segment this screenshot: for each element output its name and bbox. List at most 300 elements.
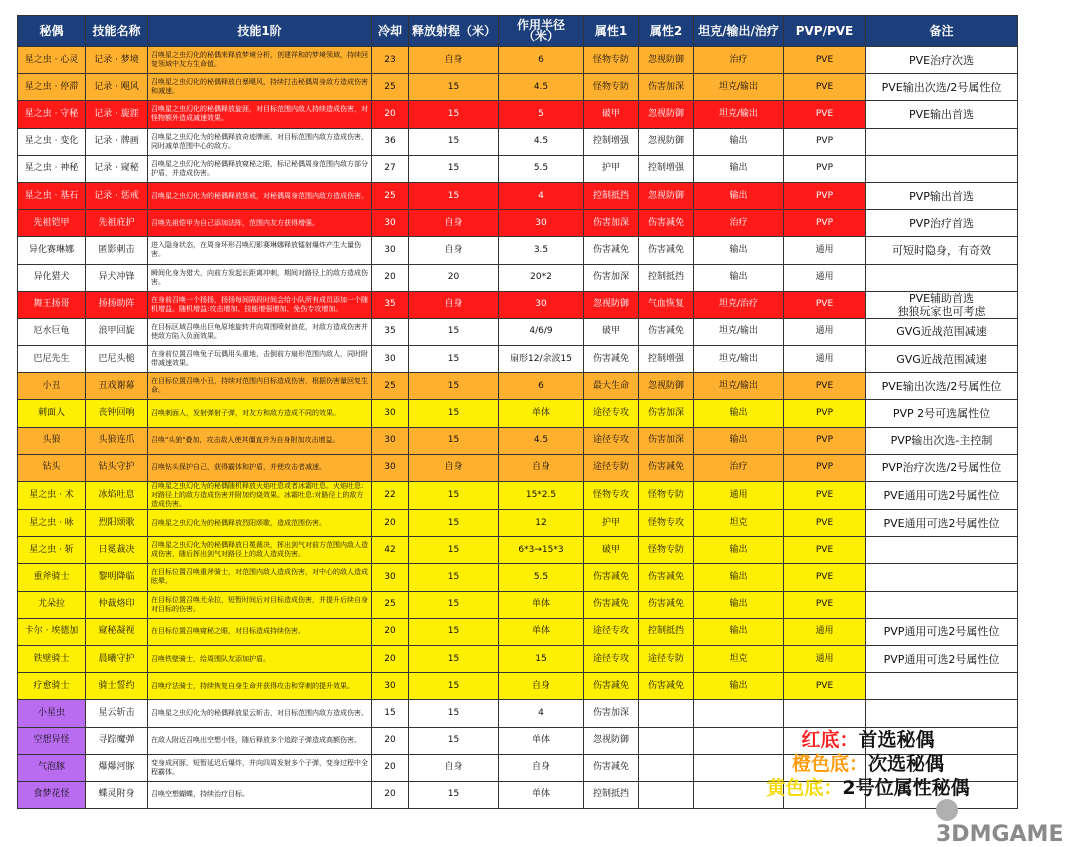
cell-range: 15 (409, 318, 499, 345)
cell-range: 自身 (409, 237, 499, 264)
cell-skill: 巴尼头槌 (86, 346, 148, 373)
cell-attr1: 忽视防御 (584, 727, 639, 754)
legend-orange (738, 752, 998, 776)
cell-mode: PVP (784, 454, 866, 481)
cell-name: 星之虫 · 术 (18, 482, 86, 510)
cell-skill: 黎明降临 (86, 564, 148, 591)
cell-attr2: 控制增强 (639, 346, 694, 373)
cell-mode: PVE (784, 47, 866, 74)
cell-note (866, 264, 1018, 291)
cell-note (866, 537, 1018, 564)
cell-range: 20 (409, 264, 499, 291)
cell-effect: 在身前召唤一个扬扬，扬扬每间隔段时间会给小队所有成员添加一个随机增益。随机增益:攻击增加、技能增强增加、免伤专攻增加。 (148, 291, 372, 318)
cell-cooldown: 30 (372, 210, 409, 237)
legend-red-label: 红底： (801, 729, 859, 751)
cell-attr2: 忽视防御 (639, 373, 694, 400)
table-row (18, 291, 1018, 318)
table-row (18, 427, 1018, 454)
cell-attr1: 伤害加深 (584, 210, 639, 237)
table-row (18, 673, 1018, 700)
cell-cooldown: 42 (372, 537, 409, 564)
cell-role: 坦克/治疗 (694, 291, 784, 318)
cell-cooldown: 22 (372, 482, 409, 510)
header-cell: 秘偶 (18, 16, 86, 47)
cell-note: PVP 2号可选属性位 (866, 400, 1018, 427)
table-row (18, 346, 1018, 373)
cell-range: 15 (409, 373, 499, 400)
cell-role: 输出 (694, 564, 784, 591)
cell-mode: 通用 (784, 645, 866, 672)
table-row (18, 482, 1018, 510)
cell-effect: 召唤星之虫幻化的秘偶来释放梦境分析，创建祥和的梦境领域，持续回复领域中友方生命值。 (148, 47, 372, 74)
watermark-text: 3DMGAME (936, 822, 1064, 847)
cell-note: PVP通用可选2号属性位 (866, 645, 1018, 672)
table-row (18, 47, 1018, 74)
cell-mode: PVP (784, 427, 866, 454)
header-cell: 属性2 (639, 16, 694, 47)
cell-name: 厄水巨龟 (18, 318, 86, 345)
header-cell: 备注 (866, 16, 1018, 47)
cell-role: 治疗 (694, 210, 784, 237)
cell-name: 疗愈骑士 (18, 673, 86, 700)
cell-name: 星之虫 · 心灵 (18, 47, 86, 74)
cell-attr2: 怪物专防 (639, 482, 694, 510)
cell-skill: 丧钟回响 (86, 400, 148, 427)
cell-range: 15 (409, 700, 499, 727)
cell-range: 自身 (409, 454, 499, 481)
cell-cooldown: 30 (372, 454, 409, 481)
cell-radius: 扇形12/余波15 (499, 346, 584, 373)
cell-effect: 在身前位置召唤兔子玩偶用头重地，击倒前方扇形范围内敌人，同时附带减速效果。 (148, 346, 372, 373)
cell-role: 输出 (694, 264, 784, 291)
header-cell: 属性1 (584, 16, 639, 47)
cell-radius: 4 (499, 182, 584, 209)
cell-attr1: 途径专攻 (584, 400, 639, 427)
cell-radius: 单体 (499, 591, 584, 618)
cell-attr2: 伤害减免 (639, 210, 694, 237)
cell-radius: 6 (499, 373, 584, 400)
cell-range: 15 (409, 482, 499, 510)
cell-note: PVP输出首选 (866, 182, 1018, 209)
cell-radius: 4 (499, 700, 584, 727)
cell-effect: 瞬间化身为猎犬，向前方发起长距离冲刺，期间对路径上的敌方造成伤害。 (148, 264, 372, 291)
cell-radius: 3.5 (499, 237, 584, 264)
cell-attr2: 忽视防御 (639, 182, 694, 209)
cell-note (866, 591, 1018, 618)
cell-cooldown: 20 (372, 101, 409, 128)
cell-attr1: 控制抵挡 (584, 781, 639, 808)
cell-cooldown: 23 (372, 47, 409, 74)
cell-cooldown: 25 (372, 74, 409, 101)
cell-role: 输出 (694, 400, 784, 427)
cell-skill: 匿影刺击 (86, 237, 148, 264)
cell-mode: PVE (784, 482, 866, 510)
cell-mode: PVP (784, 128, 866, 155)
cell-skill: 异犬冲锋 (86, 264, 148, 291)
cell-range: 15 (409, 101, 499, 128)
cell-radius: 5.5 (499, 155, 584, 182)
cell-note: 可短时隐身，有奇效 (866, 237, 1018, 264)
cell-effect: 召唤星之虫幻化为的秘偶释放窥秘之眼，标记秘偶周身范围内敌方部分护盾，并造成伤害。 (148, 155, 372, 182)
cell-radius: 4/6/9 (499, 318, 584, 345)
cell-attr2: 伤害加深 (639, 400, 694, 427)
cell-mode: PVE (784, 291, 866, 318)
cell-skill: 骑士誓约 (86, 673, 148, 700)
cell-attr1: 途径专攻 (584, 427, 639, 454)
table-row (18, 510, 1018, 537)
cell-role: 输出 (694, 537, 784, 564)
header-cell: 技能名称 (86, 16, 148, 47)
cell-note: PVP输出次选-主控制 (866, 427, 1018, 454)
cell-attr2: 伤害加深 (639, 427, 694, 454)
cell-attr1: 怪物专防 (584, 47, 639, 74)
table-row (18, 128, 1018, 155)
cell-attr2: 怪物专攻 (639, 510, 694, 537)
cell-attr2: 伤害减免 (639, 591, 694, 618)
cell-effect: 召唤先祖铠甲为自己添加法阵，范围内友方获得增强。 (148, 210, 372, 237)
cell-radius: 6*3→15*3 (499, 537, 584, 564)
cell-effect: 在目标位置召唤窥秘之眼，对目标造成持续伤害。 (148, 618, 372, 645)
cell-skill: 记录 · 梦境 (86, 47, 148, 74)
cell-role: 坦克/输出 (694, 373, 784, 400)
cell-mode: 通用 (784, 264, 866, 291)
table-row (18, 645, 1018, 672)
cell-attr1: 护甲 (584, 510, 639, 537)
cell-attr1: 伤害减免 (584, 346, 639, 373)
cell-attr2 (639, 700, 694, 727)
cell-name: 头狼 (18, 427, 86, 454)
color-legend (738, 728, 998, 800)
cell-attr2 (639, 754, 694, 781)
cell-note: PVP治疗首选 (866, 210, 1018, 237)
cell-skill: 钻头守护 (86, 454, 148, 481)
cell-effect: 召唤星之虫幻化为的秘偶释放奇迹牌画，对目标范围内敌方造成伤害，同时减单范围中心的敌方。 (148, 128, 372, 155)
cell-attr2 (639, 781, 694, 808)
cell-note (866, 700, 1018, 727)
cell-range: 15 (409, 564, 499, 591)
cell-skill: 晨曦守护 (86, 645, 148, 672)
cell-radius: 12 (499, 510, 584, 537)
cell-attr1: 途径专攻 (584, 618, 639, 645)
cell-name: 刺面人 (18, 400, 86, 427)
cell-skill: 扬扬助阵 (86, 291, 148, 318)
cell-name: 气泡豚 (18, 754, 86, 781)
cell-role: 坦克/输出 (694, 101, 784, 128)
cell-role: 输出 (694, 673, 784, 700)
cell-mode: PVP (784, 210, 866, 237)
cell-attr1: 控制增强 (584, 128, 639, 155)
cell-mode: PVP (784, 400, 866, 427)
cell-mode: 通用 (784, 618, 866, 645)
cell-skill: 烈阳颂歌 (86, 510, 148, 537)
cell-attr2: 伤害减免 (639, 673, 694, 700)
cell-range: 15 (409, 781, 499, 808)
cell-skill: 记录 · 牌画 (86, 128, 148, 155)
cell-name: 星之虫 · 斩 (18, 537, 86, 564)
cell-role (694, 700, 784, 727)
cell-range: 自身 (409, 754, 499, 781)
table-row (18, 700, 1018, 727)
cell-note: PVP通用可选2号属性位 (866, 618, 1018, 645)
cell-attr2: 控制增强 (639, 155, 694, 182)
cell-attr1: 破甲 (584, 537, 639, 564)
header-row (18, 16, 1018, 47)
cell-radius: 6 (499, 47, 584, 74)
cell-attr1: 伤害减免 (584, 591, 639, 618)
cell-cooldown: 30 (372, 673, 409, 700)
table-row (18, 182, 1018, 209)
cell-radius: 自身 (499, 754, 584, 781)
cell-attr1: 怪物专防 (584, 74, 639, 101)
cell-radius: 4.5 (499, 128, 584, 155)
cell-attr1: 忽视防御 (584, 291, 639, 318)
legend-red (738, 728, 998, 752)
cell-skill: 丑戏谢幕 (86, 373, 148, 400)
cell-cooldown: 30 (372, 237, 409, 264)
cell-role: 坦克 (694, 645, 784, 672)
cell-name: 异化猎犬 (18, 264, 86, 291)
cell-attr2: 忽视防御 (639, 128, 694, 155)
header-cell: 冷却 (372, 16, 409, 47)
cell-name: 重斧骑士 (18, 564, 86, 591)
cell-radius: 单体 (499, 400, 584, 427)
cell-effect: 进入隐身状态，在周身环形召唤幻影赛琳娜释放镭射爆炸产生大量伤害。 (148, 237, 372, 264)
cell-radius: 单体 (499, 727, 584, 754)
cell-mode: PVE (784, 510, 866, 537)
cell-cooldown: 20 (372, 645, 409, 672)
cell-attr1: 途径专攻 (584, 645, 639, 672)
table-row (18, 155, 1018, 182)
cell-name: 食梦花怪 (18, 781, 86, 808)
cell-cooldown: 20 (372, 510, 409, 537)
cell-note: GVG近战范围减速 (866, 346, 1018, 373)
cell-attr1: 伤害减免 (584, 237, 639, 264)
legend-red-text: 首选秘偶 (858, 729, 935, 751)
cell-radius: 单体 (499, 781, 584, 808)
cell-note (866, 128, 1018, 155)
cell-range: 15 (409, 128, 499, 155)
skill-table (17, 15, 1018, 809)
cell-range: 15 (409, 645, 499, 672)
cell-name: 星之虫 · 咏 (18, 510, 86, 537)
cell-range: 15 (409, 182, 499, 209)
cell-attr1: 伤害减免 (584, 673, 639, 700)
header-cell: 作用半径（米） (499, 16, 584, 47)
table-row (18, 454, 1018, 481)
cell-attr2 (639, 727, 694, 754)
cell-effect: 在敌人附近召唤出空想小怪，随后释放多个追踪子弹造成高额伤害。 (148, 727, 372, 754)
cell-range: 15 (409, 155, 499, 182)
table-row (18, 373, 1018, 400)
table-row (18, 237, 1018, 264)
cell-range: 15 (409, 537, 499, 564)
cell-radius: 5 (499, 101, 584, 128)
cell-attr2: 伤害减免 (639, 564, 694, 591)
cell-note: PVE输出次选/2号属性位 (866, 373, 1018, 400)
cell-range: 15 (409, 618, 499, 645)
cell-radius: 20*2 (499, 264, 584, 291)
legend-orange-label: 橙色底： (791, 753, 868, 775)
cell-cooldown: 20 (372, 264, 409, 291)
cell-attr2: 忽视防御 (639, 101, 694, 128)
cell-note: PVE治疗次选 (866, 47, 1018, 74)
cell-effect: 召唤铁壁骑士，给周围队友添加护盾。 (148, 645, 372, 672)
cell-note (866, 673, 1018, 700)
cell-radius: 5.5 (499, 564, 584, 591)
cell-cooldown: 27 (372, 155, 409, 182)
cell-attr1: 伤害减免 (584, 564, 639, 591)
cell-name: 先祖铠甲 (18, 210, 86, 237)
cell-skill: 窥秘凝视 (86, 618, 148, 645)
cell-role: 通用 (694, 482, 784, 510)
legend-yellow-label: 黄色底： (766, 777, 843, 799)
cell-skill: 记录 · 旋涯 (86, 101, 148, 128)
cell-cooldown: 25 (372, 182, 409, 209)
cell-role: 坦克/输出 (694, 318, 784, 345)
cell-effect: 在目标位置召唤尤朵拉，短暂时间后对目标造成伤害，并提升后续自身对目标的伤害。 (148, 591, 372, 618)
cell-attr1: 伤害减免 (584, 754, 639, 781)
cell-radius: 15*2.5 (499, 482, 584, 510)
cell-skill: 寻踪魔弹 (86, 727, 148, 754)
cell-role: 坦克/输出 (694, 74, 784, 101)
cell-name: 星之虫 · 停滞 (18, 74, 86, 101)
cell-range: 自身 (409, 47, 499, 74)
cell-attr1: 伤害加深 (584, 264, 639, 291)
cell-mode: PVE (784, 673, 866, 700)
cell-name: 卡尔 · 埃德加 (18, 618, 86, 645)
cell-range: 15 (409, 510, 499, 537)
cell-note: PVP治疗次选/2号属性位 (866, 454, 1018, 481)
cell-attr2: 怪物专防 (639, 537, 694, 564)
cell-attr2: 控制抵挡 (639, 618, 694, 645)
table-row (18, 210, 1018, 237)
cell-range: 15 (409, 74, 499, 101)
cell-effect: 召唤空想蝴蝶，持续治疗目标。 (148, 781, 372, 808)
cell-name: 星之虫 · 守秘 (18, 101, 86, 128)
cell-cooldown: 30 (372, 564, 409, 591)
cell-radius: 自身 (499, 673, 584, 700)
cell-range: 自身 (409, 210, 499, 237)
table-row (18, 318, 1018, 345)
cell-mode: 通用 (784, 318, 866, 345)
cell-note: PVE输出次选/2号属性位 (866, 74, 1018, 101)
cell-role: 坦克/输出 (694, 346, 784, 373)
cell-role: 输出 (694, 182, 784, 209)
cell-role: 输出 (694, 427, 784, 454)
cell-role: 治疗 (694, 454, 784, 481)
cell-name: 星之虫 · 变化 (18, 128, 86, 155)
cell-note: GVG近战范围减速 (866, 318, 1018, 345)
cell-attr1: 控制抵挡 (584, 182, 639, 209)
cell-attr2: 伤害减免 (639, 237, 694, 264)
cell-skill: 日冕裁决 (86, 537, 148, 564)
cell-effect: 召唤"头狼"叠加，攻击敌人使其僵直并为自身附加攻击增益。 (148, 427, 372, 454)
cell-attr1: 护甲 (584, 155, 639, 182)
table-row (18, 618, 1018, 645)
cell-name: 铁壁骑士 (18, 645, 86, 672)
cell-effect: 召唤刺面人，发射弹射子弹，对友方和敌方造成不同的效果。 (148, 400, 372, 427)
cell-note: PVE通用可选2号属性位 (866, 510, 1018, 537)
cell-effect: 召唤星之虫幻化为的秘偶释放惩戒，对秘偶周身范围内敌方造成伤害。 (148, 182, 372, 209)
cell-attr2: 途径专防 (639, 645, 694, 672)
cell-range: 15 (409, 673, 499, 700)
cell-name: 星之虫 · 基石 (18, 182, 86, 209)
cell-radius: 自身 (499, 454, 584, 481)
cell-effect: 在目标位置召唤重斧骑士，对范围内敌人造成伤害，对中心的敌人造成眩晕。 (148, 564, 372, 591)
cell-effect: 召唤星之虫幻化为的秘偶随机释放火焰吐息或者冰霜吐息。火焰吐息:对路径上的敌方造成伤害并附加灼烧效果。冰霜吐息:对路径上的敌方造成伤害。 (148, 482, 372, 510)
cell-skill: 爆爆河豚 (86, 754, 148, 781)
table-row (18, 74, 1018, 101)
cell-effect: 召唤疗法骑士，持续恢复自身生命并获得攻击和穿刺的提升效果。 (148, 673, 372, 700)
cell-note: PVE输出首选 (866, 101, 1018, 128)
cell-role: 治疗 (694, 47, 784, 74)
cell-skill: 记录 · 惩戒 (86, 182, 148, 209)
cell-note (866, 564, 1018, 591)
cell-mode: PVE (784, 564, 866, 591)
cell-skill: 浪甲回旋 (86, 318, 148, 345)
cell-role: 输出 (694, 618, 784, 645)
cell-range: 15 (409, 591, 499, 618)
cell-effect: 在目标区域召唤出巨龟原地旋转并向周围喷射浪花，对敌方造成伤害并使敌方陷入负面效果。 (148, 318, 372, 345)
cell-effect: 召唤星之虫幻化的秘偶释放旋涯，对目标范围内敌人持续造成伤害，对怪物额外造成减速效果。 (148, 101, 372, 128)
cell-role: 输出 (694, 237, 784, 264)
cell-mode: 通用 (784, 346, 866, 373)
cell-role: 输出 (694, 128, 784, 155)
cell-effect: 召唤星之虫幻化的秘偶释放白暴飓风，持续打击秘偶周身敌方造成伤害和减速。 (148, 74, 372, 101)
cell-effect: 召唤星之虫幻化为的秘偶释放烈阳颂歌，造成范围伤害。 (148, 510, 372, 537)
cell-effect: 变身成河豚，短暂延迟后爆炸，并向四周发射多个子弹，变身过程中全程霸体。 (148, 754, 372, 781)
cell-radius: 4.5 (499, 427, 584, 454)
cell-radius: 15 (499, 645, 584, 672)
cell-attr1: 破甲 (584, 318, 639, 345)
table-row (18, 537, 1018, 564)
cell-range: 自身 (409, 291, 499, 318)
cell-note: PVE辅助首选 独狼玩家也可考虑 (866, 291, 1018, 318)
cell-name: 巴尼先生 (18, 346, 86, 373)
cell-attr1: 途径专防 (584, 454, 639, 481)
cell-mode: 通用 (784, 237, 866, 264)
cell-attr2: 伤害减免 (639, 318, 694, 345)
cell-skill: 蝶灵附身 (86, 781, 148, 808)
cell-cooldown: 20 (372, 727, 409, 754)
cell-name: 舞王扬哥 (18, 291, 86, 318)
cell-note (866, 155, 1018, 182)
site-watermark (936, 797, 1080, 847)
cell-cooldown: 36 (372, 128, 409, 155)
cell-range: 15 (409, 727, 499, 754)
cell-range: 15 (409, 400, 499, 427)
cell-mode: PVE (784, 74, 866, 101)
cell-role: 坦克 (694, 510, 784, 537)
header-cell: 坦克/输出/治疗 (694, 16, 784, 47)
cell-name: 钻头 (18, 454, 86, 481)
cell-mode: PVP (784, 155, 866, 182)
cell-mode: PVE (784, 537, 866, 564)
cell-name: 异化赛琳娜 (18, 237, 86, 264)
cell-cooldown: 25 (372, 373, 409, 400)
legend-orange-text: 次选秘偶 (868, 753, 945, 775)
table-row (18, 591, 1018, 618)
table-row (18, 564, 1018, 591)
cell-name: 小星虫 (18, 700, 86, 727)
cell-attr2: 伤害加深 (639, 74, 694, 101)
cell-cooldown: 20 (372, 781, 409, 808)
cell-attr1: 最大生命 (584, 373, 639, 400)
cell-role: 输出 (694, 591, 784, 618)
cell-mode (784, 700, 866, 727)
cell-effect: 召唤星之虫幻化为的秘偶释放星云斩击，对目标范围内敌方造成伤害。 (148, 700, 372, 727)
cell-cooldown: 25 (372, 591, 409, 618)
